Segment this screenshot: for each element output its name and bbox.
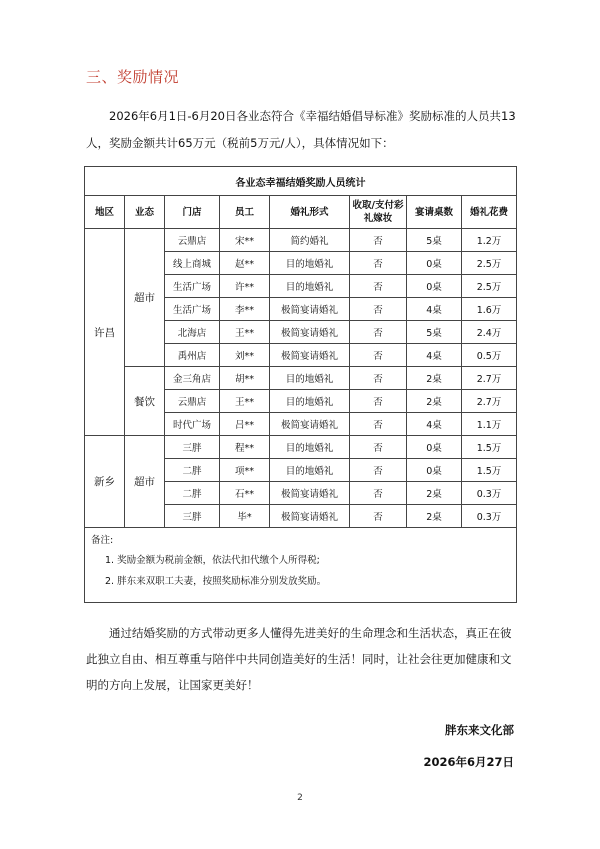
page-number: 2 <box>297 793 303 803</box>
banquet-tables-cell: 2桌 <box>407 367 462 390</box>
banquet-tables-cell: 4桌 <box>407 413 462 436</box>
note-item-1: 1. 奖励金额为税前金额，依法代扣代缴个人所得税; <box>105 555 320 566</box>
dowry-cell: 否 <box>350 344 407 367</box>
table-row <box>85 367 517 390</box>
banquet-tables-cell: 5桌 <box>407 229 462 252</box>
header-employee: 员工 <box>220 196 270 229</box>
store-cell: 二胖 <box>165 482 220 505</box>
wedding-cost-cell: 0.3万 <box>462 505 517 528</box>
dowry-cell: 否 <box>350 459 407 482</box>
note-item-2: 2. 胖东来双职工夫妻，按照奖励标准分别发放奖励。 <box>105 576 327 587</box>
wedding-form-cell: 目的地婚礼 <box>270 459 350 482</box>
header-banquet-tables: 宴请桌数 <box>407 196 462 229</box>
dowry-cell: 否 <box>350 321 407 344</box>
banquet-tables-cell: 0桌 <box>407 252 462 275</box>
wedding-cost-cell: 0.3万 <box>462 482 517 505</box>
store-cell: 禹州店 <box>165 344 220 367</box>
employee-cell: 毕* <box>220 505 270 528</box>
wedding-form-cell: 极简宴请婚礼 <box>270 298 350 321</box>
header-region: 地区 <box>85 196 125 229</box>
wedding-cost-cell: 2.5万 <box>462 275 517 298</box>
business-cell: 超市 <box>125 229 165 367</box>
employee-cell: 宋** <box>220 229 270 252</box>
business-cell: 超市 <box>125 436 165 528</box>
reward-table-container <box>84 166 516 603</box>
store-cell: 三胖 <box>165 505 220 528</box>
closing-paragraph: 通过结婚奖励的方式带动更多人懂得先进美好的生命理念和生活状态，真正在彼此独立自由、相互尊重与陪伴中共同创造美好的生活！同时，让社会往更加健康和文明的方向上发展，让国家更美好！ <box>86 626 512 692</box>
store-cell: 时代广场 <box>165 413 220 436</box>
store-cell: 云鼎店 <box>165 390 220 413</box>
dowry-cell: 否 <box>350 298 407 321</box>
wedding-form-cell: 目的地婚礼 <box>270 252 350 275</box>
dowry-cell: 否 <box>350 252 407 275</box>
wedding-form-cell: 极简宴请婚礼 <box>270 344 350 367</box>
employee-cell: 赵** <box>220 252 270 275</box>
employee-cell: 许** <box>220 275 270 298</box>
signature-date: 2026年6月27日 <box>423 755 514 769</box>
header-wedding-cost: 婚礼花费 <box>462 196 517 229</box>
store-cell: 三胖 <box>165 436 220 459</box>
employee-cell: 胡** <box>220 367 270 390</box>
signature: 胖东来文化部 <box>445 723 514 737</box>
store-cell: 生活广场 <box>165 298 220 321</box>
store-cell: 二胖 <box>165 459 220 482</box>
employee-cell: 项** <box>220 459 270 482</box>
banquet-tables-cell: 2桌 <box>407 390 462 413</box>
store-cell: 线上商城 <box>165 252 220 275</box>
employee-cell: 吕** <box>220 413 270 436</box>
dowry-cell: 否 <box>350 275 407 298</box>
wedding-cost-cell: 1.5万 <box>462 436 517 459</box>
dowry-cell: 否 <box>350 413 407 436</box>
banquet-tables-cell: 0桌 <box>407 275 462 298</box>
banquet-tables-cell: 4桌 <box>407 298 462 321</box>
wedding-cost-cell: 2.7万 <box>462 390 517 413</box>
employee-cell: 刘** <box>220 344 270 367</box>
employee-cell: 李** <box>220 298 270 321</box>
header-dowry: 收取/支付彩礼嫁妆 <box>350 196 407 229</box>
banquet-tables-cell: 2桌 <box>407 482 462 505</box>
banquet-tables-cell: 2桌 <box>407 505 462 528</box>
store-cell: 云鼎店 <box>165 229 220 252</box>
wedding-form-cell: 简约婚礼 <box>270 229 350 252</box>
dowry-cell: 否 <box>350 390 407 413</box>
intro-paragraph: 2026年6月1日-6月20日各业态符合《幸福结婚倡导标准》奖励标准的人员共13人，奖励金额共计65万元（税前5万元/人），具体情况如下： <box>86 109 516 150</box>
wedding-form-cell: 目的地婚礼 <box>270 275 350 298</box>
dowry-cell: 否 <box>350 482 407 505</box>
table-caption: 各业态幸福结婚奖励人员统计 <box>85 167 517 196</box>
employee-cell: 程** <box>220 436 270 459</box>
employee-cell: 王** <box>220 321 270 344</box>
wedding-cost-cell: 2.4万 <box>462 321 517 344</box>
wedding-cost-cell: 2.5万 <box>462 252 517 275</box>
employee-cell: 王** <box>220 390 270 413</box>
wedding-cost-cell: 1.1万 <box>462 413 517 436</box>
header-business: 业态 <box>125 196 165 229</box>
dowry-cell: 否 <box>350 229 407 252</box>
wedding-cost-cell: 1.6万 <box>462 298 517 321</box>
wedding-cost-cell: 1.5万 <box>462 459 517 482</box>
wedding-form-cell: 极简宴请婚礼 <box>270 321 350 344</box>
dowry-cell: 否 <box>350 367 407 390</box>
table-body <box>85 229 517 528</box>
banquet-tables-cell: 0桌 <box>407 459 462 482</box>
section-title: 三、奖励情况 <box>86 68 180 86</box>
dowry-cell: 否 <box>350 505 407 528</box>
header-wedding-form: 婚礼形式 <box>270 196 350 229</box>
banquet-tables-cell: 5桌 <box>407 321 462 344</box>
employee-cell: 石** <box>220 482 270 505</box>
wedding-form-cell: 目的地婚礼 <box>270 436 350 459</box>
table-row <box>85 229 517 252</box>
wedding-cost-cell: 0.5万 <box>462 344 517 367</box>
dowry-cell: 否 <box>350 436 407 459</box>
reward-table <box>84 166 517 603</box>
banquet-tables-cell: 0桌 <box>407 436 462 459</box>
wedding-cost-cell: 2.7万 <box>462 367 517 390</box>
store-cell: 生活广场 <box>165 275 220 298</box>
region-cell: 新乡 <box>85 436 125 528</box>
wedding-cost-cell: 1.2万 <box>462 229 517 252</box>
wedding-form-cell: 极简宴请婚礼 <box>270 482 350 505</box>
table-row <box>85 436 517 459</box>
notes-title: 备注: <box>91 535 114 546</box>
wedding-form-cell: 目的地婚礼 <box>270 390 350 413</box>
banquet-tables-cell: 4桌 <box>407 344 462 367</box>
store-cell: 北海店 <box>165 321 220 344</box>
wedding-form-cell: 极简宴请婚礼 <box>270 413 350 436</box>
business-cell: 餐饮 <box>125 367 165 436</box>
wedding-form-cell: 极简宴请婚礼 <box>270 505 350 528</box>
region-cell: 许昌 <box>85 229 125 436</box>
store-cell: 金三角店 <box>165 367 220 390</box>
wedding-form-cell: 目的地婚礼 <box>270 367 350 390</box>
header-store: 门店 <box>165 196 220 229</box>
notes-cell <box>85 528 517 603</box>
